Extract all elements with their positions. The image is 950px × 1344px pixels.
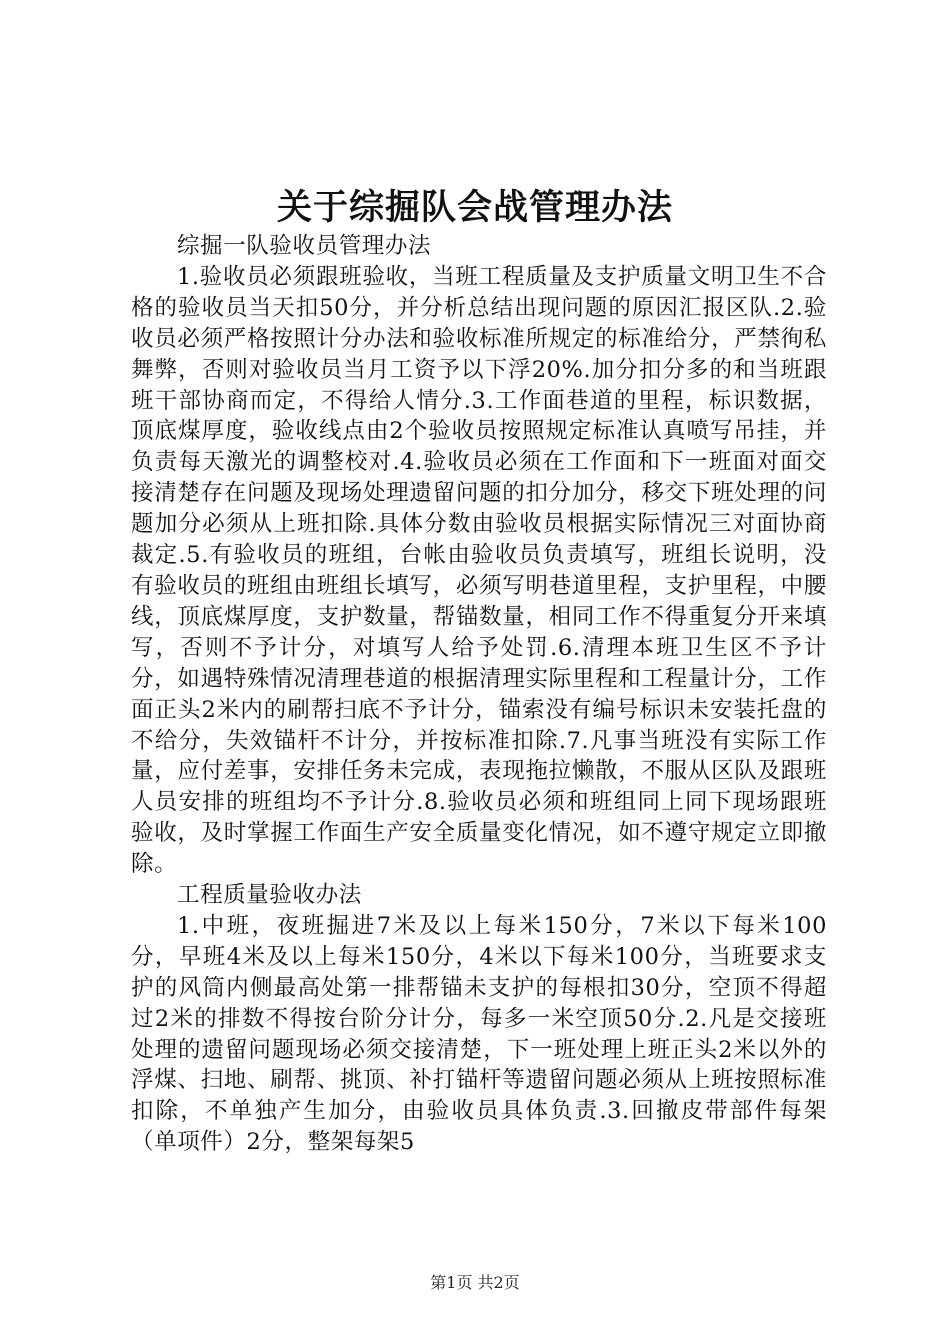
page-number-footer: 第1页 共2页	[430, 1273, 520, 1292]
section-paragraph: 1.中班，夜班掘进7米及以上每米150分，7米以下每米100分，早班4米及以上每米150分，4米以下每米100分，当班要求支护的风筒内侧最高处第一排帮锚未支护的每根扣30分，空顶不得超过2米的排数不得按台阶分计分，每多一米空顶50分.2.凡是交接班处理的遗留问题现场必须交接清楚，下一班处理上班正头2米以外的浮煤、扫地、刷帮、挑顶、补打锚杆等遗留问题必须从上班按照标准扣除，不单独产生加分，由验收员具体负责.3.回撤皮带部件每架（单项件）2分，整架每架5	[131, 912, 827, 1156]
section-heading: 综掘一队验收员管理办法	[177, 233, 432, 259]
section-paragraph: 1.验收员必须跟班验收，当班工程质量及支护质量文明卫生不合格的验收员当天扣50分，并分析总结出现问题的原因汇报区队.2.验收员必须严格按照计分办法和验收标准所规定的标准给分，严禁徇私舞弊，否则对验收员当月工资予以下浮20%.加分扣分多的和当班跟班干部协商而定，不得给人情分.3.工作面巷道的里程，标识数据，顶底煤厚度，验收线点由2个验收员按照规定标准认真喷写吊挂，并负责每天激光的调整校对.4.验收员必须在工作面和下一班面对面交接清楚存在问题及现场处理遗留问题的扣分加分，移交下班处理的问题加分必须从上班扣除.具体分数由验收员根据实际情况三对面协商裁定.5.有验收员的班组，台帐由验收员负责填写，班组长说明，没有验收员的班组由班组长填写，必须写明巷道里程，支护里程，中腰线，顶底煤厚度，支护数量，帮锚数量，相同工作不得重复分开来填写，否则不予计分，对填写人给予处罚.6.清理本班卫生区不予计分，如遇特殊情况清理巷道的根据清理实际里程和工程量计分，工作面正头2米内的刷帮扫底不予计分，锚索没有编号标识未安装托盘的不给分，失效锚杆不计分，并按标准扣除.7.凡事当班没有实际工作量，应付差事，安排任务未完成，表现拖拉懒散，不服从区队及跟班人员安排的班组均不予计分.8.验收员必须和班组同上同下现场跟班验收，及时掌握工作面生产安全质量变化情况，如不遵守规定立即撤除。	[131, 263, 827, 878]
document-title: 关于综掘队会战管理办法	[276, 188, 673, 228]
section-heading: 工程质量验收办法	[177, 882, 362, 909]
document-body	[131, 231, 827, 1158]
